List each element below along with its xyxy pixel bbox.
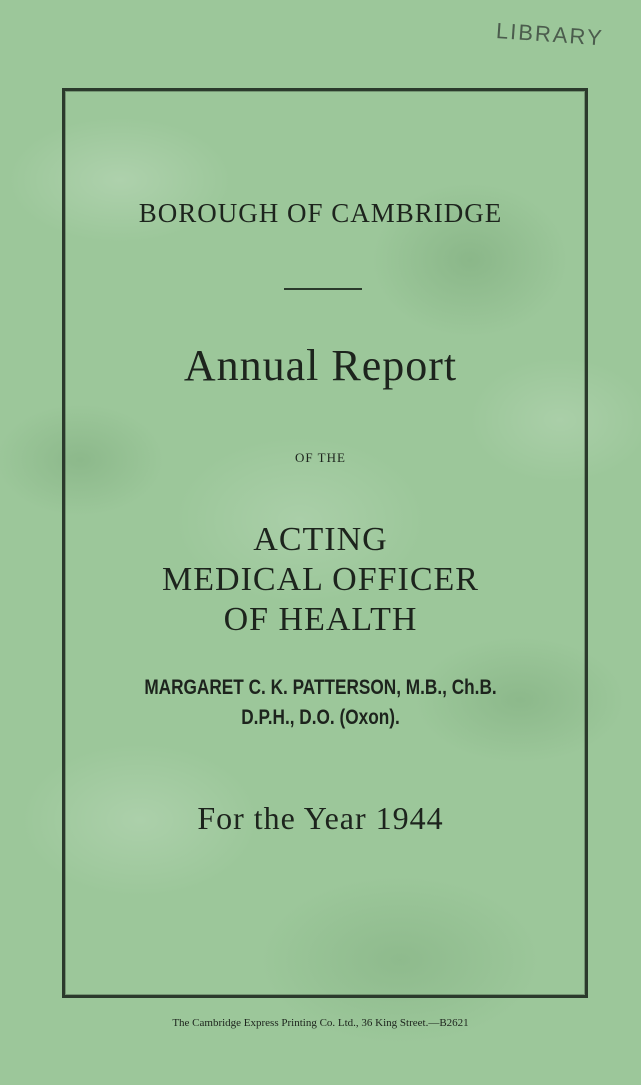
officer-title-line: ACTING [253,521,388,558]
report-title: Annual Report [183,341,458,390]
printer-imprint: The Cambridge Express Printing Co. Ltd., 36 King Street.—B2621 [172,1017,469,1029]
of-the-text: OF THE [295,450,346,465]
officer-title-line: OF HEALTH [223,601,418,638]
borough-heading: BOROUGH OF CAMBRIDGE [138,198,503,228]
library-stamp: LIBRARY [495,18,605,51]
author-name: MARGARET C. K. PATTERSON, M.B., Ch.B. [144,676,497,699]
divider-rule [284,288,362,290]
author-qualifications: D.P.H., D.O. (Oxon). [241,706,400,729]
report-year: For the Year 1944 [197,800,444,836]
officer-title [0,520,641,640]
officer-title-line: MEDICAL OFFICER [162,561,479,598]
